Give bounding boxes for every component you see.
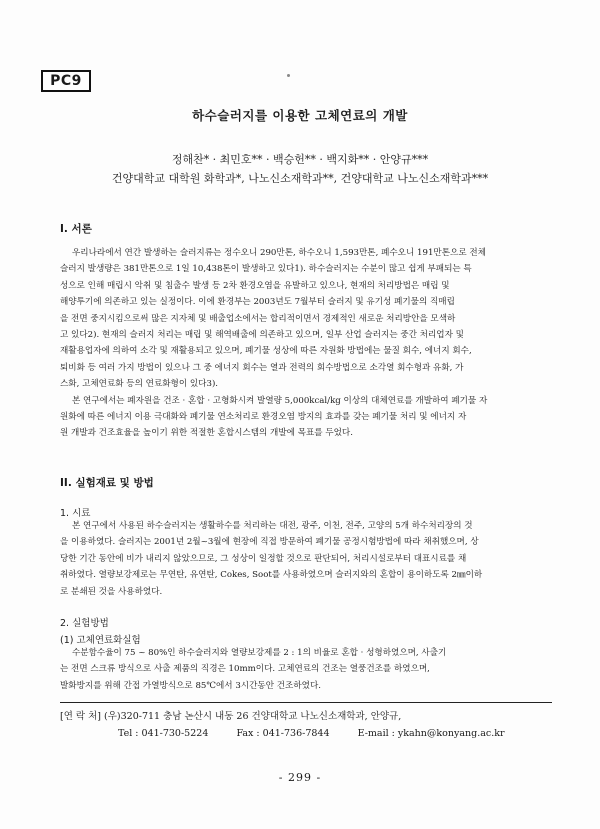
subheading-solid-fuel: (1) 고체연료화실험 — [60, 635, 141, 646]
contact-address: (우)320-711 충남 논산시 내동 26 건양대학교 나노신소재학과, 안양규, — [104, 711, 402, 722]
subheading-experiment: 2. 실험방법 — [60, 618, 109, 629]
text-line: 스화, 고체연료화 등의 연료화형이 있다3). — [60, 379, 219, 390]
experiment-paragraph — [60, 645, 540, 694]
text-line: 을 전면 중지시킴으로써 많은 지자체 및 배출업소에서는 합리적이면서 경제적인 새로운 처리방안을 모색하 — [60, 313, 456, 324]
contact-email: E-mail : ykahn@konyang.ac.kr — [357, 728, 505, 739]
text-line: 성으로 인해 매립시 악취 및 침출수 발생 등 2차 환경오염을 유발하고 있으나, 현재의 처리방법은 매립 및 — [60, 280, 450, 291]
text-line: 슬러지 발생량은 381만톤으로 1일 10,438톤이 발생하고 있다1). 하수슬러지는 수분이 많고 쉽게 부패되는 특 — [60, 264, 472, 275]
section-heading-intro: I. 서론 — [60, 223, 92, 235]
section-heading-methods: II. 실험재료 및 방법 — [60, 477, 154, 489]
text-line: 원화에 따른 에너지 이용 극대화와 폐기물 연소처리로 환경오염 방지의 효과를 갖는 폐기물 처리 및 에너지 자 — [60, 412, 467, 423]
affiliation: 건양대학교 대학원 화학과*, 나노신소재학과**, 건양대학교 나노신소재학과*** — [111, 172, 489, 185]
text-line: 고 있다2). 현재의 슬러지 처리는 매립 및 해역배출에 의존하고 있으며, 일부 산업 슬러지는 중간 처리업자 및 — [60, 330, 464, 341]
text-line: 취하였다. 열량보강제로는 무연탄, 유연탄, Cokes, Soot를 사용하였으며 슬러지와의 혼합이 용이하도록 2㎜이하 — [60, 570, 483, 581]
text-line: 해양투기에 의존하고 있는 실정이다. 이에 환경부는 2003년도 7월부터 슬러지 및 유기성 폐기물의 직매립 — [60, 297, 455, 308]
contact-block — [60, 708, 550, 742]
contact-address-line — [60, 708, 550, 725]
poster-code-badge: PC9 — [41, 70, 91, 92]
text-line: 을 이용하였다. 슬러지는 2001년 2월~3월에 현장에 직접 방문하여 폐기물 공정시험방법에 따라 채취했으며, 상 — [60, 537, 479, 548]
text-line: 우리나라에서 연간 발생하는 슬러지류는 정수오니 290만톤, 하수오니 1,593만톤, 폐수오니 191만톤으로 전체 — [72, 248, 486, 258]
text-line: 는 전면 스크류 방식으로 사출 제품의 직경은 10mm이다. 고체연료의 건조는 열풍건조를 하였으며, — [60, 664, 430, 675]
text-line: 원 개발과 건조효율을 높이기 위한 적절한 혼합시스템의 개발에 목표를 두었다. — [60, 428, 353, 439]
intro-paragraph — [60, 245, 540, 442]
paper-title: 하수슬러지를 이용한 고체연료의 개발 — [192, 108, 408, 123]
contact-tel: Tel : 041-730-5224 — [118, 728, 209, 739]
author-list: 정해찬* · 최민호** · 백승헌** · 백지화** · 안양규*** — [171, 153, 429, 166]
contact-divider — [60, 702, 552, 703]
text-line: 발화방지를 위해 간접 가열방식으로 85℃에서 3시간동안 건조하였다. — [60, 680, 321, 691]
text-line: 수분함수율이 75 ~ 80%인 하수슬러지와 열량보강제를 2 : 1의 비율로 혼합 · 성형하였으며, 사출기 — [72, 648, 447, 658]
text-line: 본 연구에서는 폐자원을 건조 · 혼합 · 고형화시켜 발열량 5,000kcal/kg 이상의 대체연료를 개발하여 폐기물 자 — [72, 395, 488, 406]
text-line: 로 분쇄된 것을 사용하였다. — [60, 586, 163, 597]
page-number: - 299 - — [278, 771, 322, 784]
contact-label: [연 락 처] — [60, 711, 101, 722]
text-line: 재활용업자에 의하여 소각 및 재활용되고 있으며, 폐기물 성상에 따른 자원화 방법에는 물질 회수, 에너지 회수, — [60, 346, 472, 357]
text-line: 본 연구에서 사용된 하수슬러지는 생활하수를 처리하는 대전, 광주, 이천, 전주, 고양의 5개 하수처리장의 것 — [72, 521, 473, 531]
subheading-sample: 1. 시료 — [60, 508, 91, 519]
contact-numbers-line — [60, 725, 550, 742]
sample-paragraph — [60, 518, 540, 600]
text-line: 당한 기간 동안에 비가 내리지 않았으므로, 그 성상이 일정할 것으로 판단되어, 처리시설로부터 대표시료를 채 — [60, 553, 467, 564]
text-line: 퇴비화 등 여러 가지 방법이 있으나 그 중 에너지 회수는 열과 전력의 회수방법으로 소각열 회수형과 유화, 가 — [60, 362, 464, 373]
scan-speck — [287, 74, 290, 77]
contact-fax: Fax : 041-736-7844 — [236, 728, 330, 739]
